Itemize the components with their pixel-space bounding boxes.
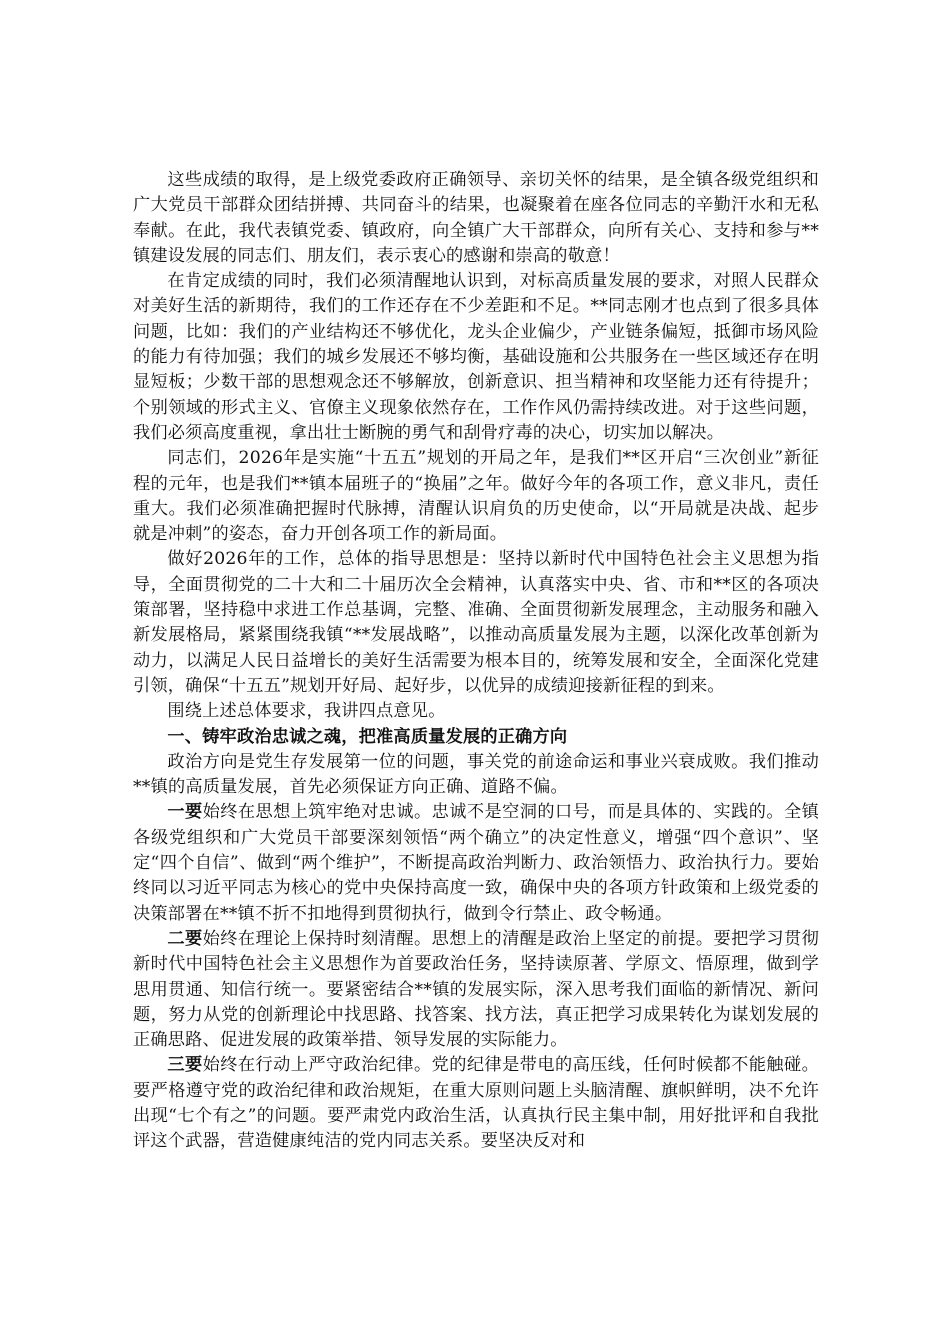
point-paragraph-2 bbox=[133, 927, 819, 1053]
section-1-intro: 政治方向是党生存发展第一位的问题，事关党的前途命运和事业兴衰成败。我们推动**镇的高质量发展，首先必须保证方向正确、道路不偏。 bbox=[133, 751, 819, 798]
paragraph-achievements: 这些成绩的取得，是上级党委政府正确领导、亲切关怀的结果，是全镇各级党组织和广大党员干部群众团结拼搏、共同奋斗的结果，也凝聚着在座各位同志的辛勤汗水和无私奉献。在此，我代表镇党委、镇政府，向全镇广大干部群众，向所有关心、支持和参与**镇建设发展的同志们、朋友们，表示衷心的感谢和崇高的敬意！ bbox=[133, 170, 819, 266]
point-paragraph-1 bbox=[133, 800, 819, 926]
paragraph-guiding-ideology: 做好2026年的工作，总体的指导思想是：坚持以新时代中国特色社会主义思想为指导，全面贯彻党的二十大和二十届历次全会精神，认真落实中央、省、市和**区的各项决策部署，坚持稳中求进工作总基调，完整、准确、全面贯彻新发展理念，主动服务和融入新发展格局，紧紧围绕我镇“**发展战略”，以推动高质量发展为主题，以深化改革创新为动力，以满足人民日益增长的美好生活需要为根本目的，统筹发展和安全，全面深化党建引领，确保“十五五”规划开好局、起好步，以优异的成绩迎接新征程的到来。 bbox=[133, 549, 819, 696]
point-text: 始终在行动上严守政治纪律。党的纪律是带电的高压线，任何时候都不能触碰。要严格遵守党的政治纪律和政治规矩，在重大原则问题上头脑清醒、旗帜鲜明，决不允许出现“七个有之”的问题。要严肃党内政治生活，认真执行民主集中制，用好批评和自我批评这个武器，营造健康纯洁的党内同志关系。要坚决反对和 bbox=[133, 1055, 819, 1152]
document-body bbox=[133, 168, 819, 1155]
paragraph-shortcomings: 在肯定成绩的同时，我们必须清醒地认识到，对标高质量发展的要求，对照人民群众对美好生活的新期待，我们的工作还存在不少差距和不足。**同志刚才也点到了很多具体问题，比如：我们的产业结构还不够优化，龙头企业偏少，产业链条偏短，抵御市场风险的能力有待加强；我们的城乡发展还不够均衡，基础设施和公共服务在一些区域还存在明显短板；少数干部的思想观念还不够解放，创新意识、担当精神和攻坚能力还有待提升；个别领域的形式主义、官僚主义现象依然存在，工作作风仍需持续改进。对于这些问题，我们必须高度重视，拿出壮士断腕的勇气和刮骨疗毒的决心，切实加以解决。 bbox=[133, 271, 819, 443]
paragraph-four-opinions: 围绕上述总体要求，我讲四点意见。 bbox=[167, 701, 446, 722]
point-paragraph-3 bbox=[133, 1053, 819, 1154]
point-lead: 一要 bbox=[167, 802, 203, 823]
point-text: 始终在理论上保持时刻清醒。思想上的清醒是政治上坚定的前提。要把学习贯彻新时代中国特色社会主义思想作为首要政治任务，坚持读原著、学原文、悟原理，做到学思用贯通、知信行统一。要紧密结合**镇的发展实际，深入思考我们面临的新情况、新问题，努力从党的创新理论中找思路、找答案、找方法，真正把学习成果转化为谋划发展的正确思路、促进发展的政策举措、领导发展的实际能力。 bbox=[133, 928, 819, 1051]
point-lead: 二要 bbox=[167, 928, 203, 949]
section-heading-1: 一、铸牢政治忠诚之魂，把准高质量发展的正确方向 bbox=[167, 726, 568, 747]
paragraph-2026-significance: 同志们，2026年是实施“十五五”规划的开局之年，是我们**区开启“三次创业”新征程的元年，也是我们**镇本届班子的“换届”之年。做好今年的各项工作，意义非凡，责任重大。我们必须准确把握时代脉搏，清醒认识肩负的历史使命，以“开局就是决战、起步就是冲刺”的姿态，奋力开创各项工作的新局面。 bbox=[133, 448, 819, 545]
point-lead: 三要 bbox=[167, 1055, 203, 1076]
point-text: 始终在思想上筑牢绝对忠诚。忠诚不是空洞的口号，而是具体的、实践的。全镇各级党组织和广大党员干部要深刻领悟“两个确立”的决定性意义，增强“四个意识”、坚定“四个自信”、做到“两个维护”，不断提高政治判断力、政治领悟力、政治执行力。要始终同以习近平同志为核心的党中央保持高度一致，确保中央的各项方针政策和上级党委的决策部署在**镇不折不扣地得到贯彻执行，做到令行禁止、政令畅通。 bbox=[133, 802, 819, 924]
